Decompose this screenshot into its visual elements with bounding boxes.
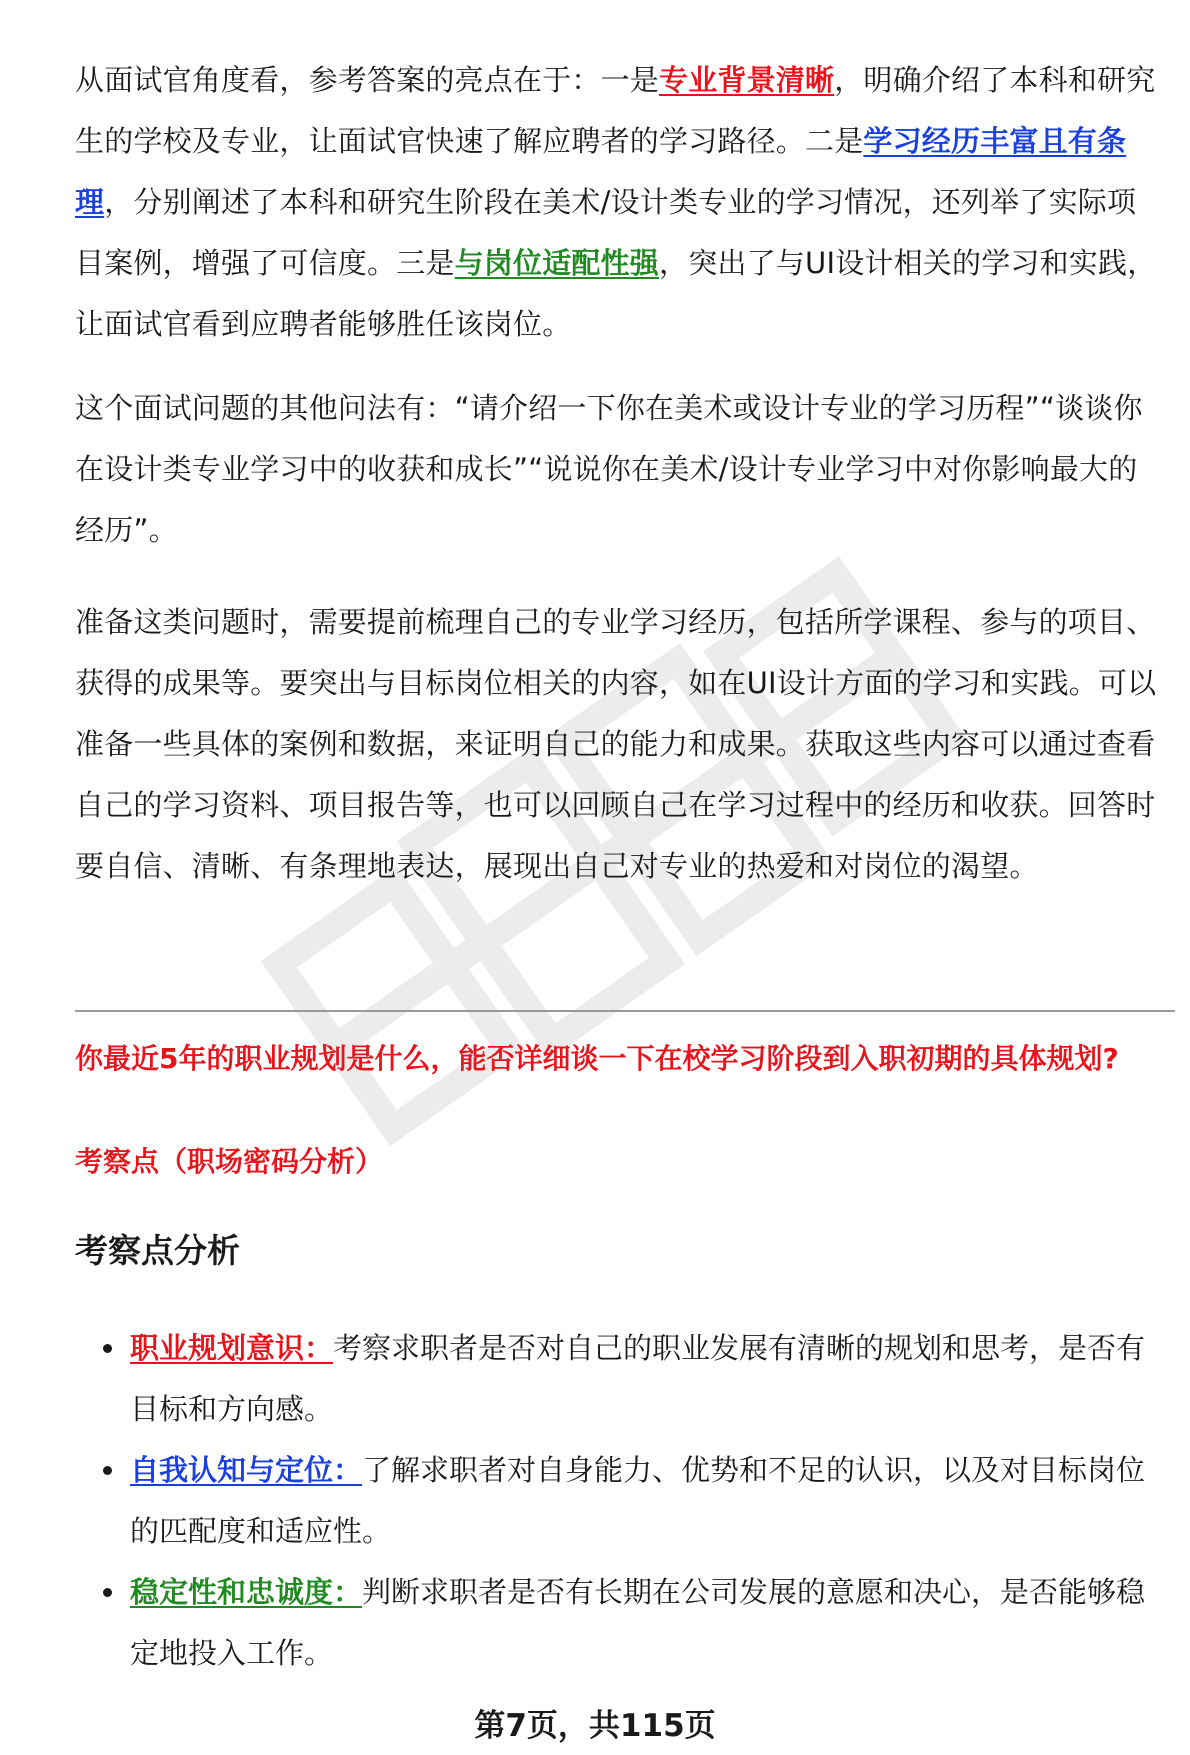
bullet-text: 了解求职者对自身能力、优势和不足的认识，以及对目标岗位的匹配度和适应性。 <box>130 1453 1146 1548</box>
highlight-professional-background: 专业背景清晰 <box>659 63 835 97</box>
assessment-subheading: 考察点（职场密码分析） <box>75 1145 384 1178</box>
paragraph1-text-1: 从面试官角度看，参考答案的亮点在于：一是 <box>75 63 660 97</box>
highlight-rich-experience: 学习经历丰富且有条理 <box>75 124 1127 219</box>
section-title: 考察点分析 <box>75 1231 240 1270</box>
list-item <box>75 1440 1165 1562</box>
paragraph-preparation: 准备这类问题时，需要提前梳理自己的专业学习经历，包括所学课程、参与的项目、获得的成果等。要突出与目标岗位相关的内容，如在UI设计方面的学习和实践。可以准备一些具体的案例和数据，来证明自己的能力和成果。获取这些内容可以通过查看自己的学习资料、项目报告等，也可以回顾自己在学习过程中的经历和收获。回答时要自信、清晰、有条理地表达，展现出自己对专业的热爱和对岗位的渴望。 <box>75 605 1157 883</box>
paragraph1-text-3: ，分别阐述了本科和研究生阶段在美术/设计类专业的学习情况，还列举了实际项目案例，增强了可信度。三是 <box>75 185 1137 280</box>
paragraph-alternative-questions: 这个面试问题的其他问法有：“请介绍一下你在美术或设计专业的学习历程”“谈谈你在设计类专业学习中的收获和成长”“说说你在美术/设计专业学习中对你影响最大的经历”。 <box>75 391 1143 547</box>
bullet-icon <box>103 1588 112 1597</box>
list-item <box>75 1318 1165 1440</box>
paragraph-highlights <box>75 50 1165 355</box>
paragraph1-text-4: ，突出了与UI设计相关的学习和实践，让面试官看到应聘者能够胜任该岗位。 <box>75 246 1157 341</box>
section-divider <box>75 1010 1175 1012</box>
bullet-text: 判断求职者是否有长期在公司发展的意愿和决心，是否能够稳定地投入工作。 <box>130 1575 1146 1670</box>
interview-question: 你最近5年的职业规划是什么，能否详细谈一下在校学习阶段到入职初期的具体规划? <box>75 1042 1119 1075</box>
assessment-list <box>75 1318 1165 1684</box>
page-number: 第7页，共115页 <box>474 1708 716 1744</box>
bullet-label: 自我认知与定位： <box>130 1453 363 1487</box>
bullet-label: 稳定性和忠诚度： <box>130 1575 363 1609</box>
paragraph1-text-2: ，明确介绍了本科和研究生的学校及专业，让面试官快速了解应聘者的学习路径。二是 <box>75 63 1156 158</box>
highlight-job-fit: 与岗位适配性强 <box>454 246 660 280</box>
bullet-icon <box>103 1344 112 1353</box>
bullet-label: 职业规划意识： <box>130 1331 334 1365</box>
bullet-icon <box>103 1466 112 1475</box>
list-item <box>75 1562 1165 1684</box>
bullet-text: 考察求职者是否对自己的职业发展有清晰的规划和思考，是否有目标和方向感。 <box>130 1331 1146 1426</box>
